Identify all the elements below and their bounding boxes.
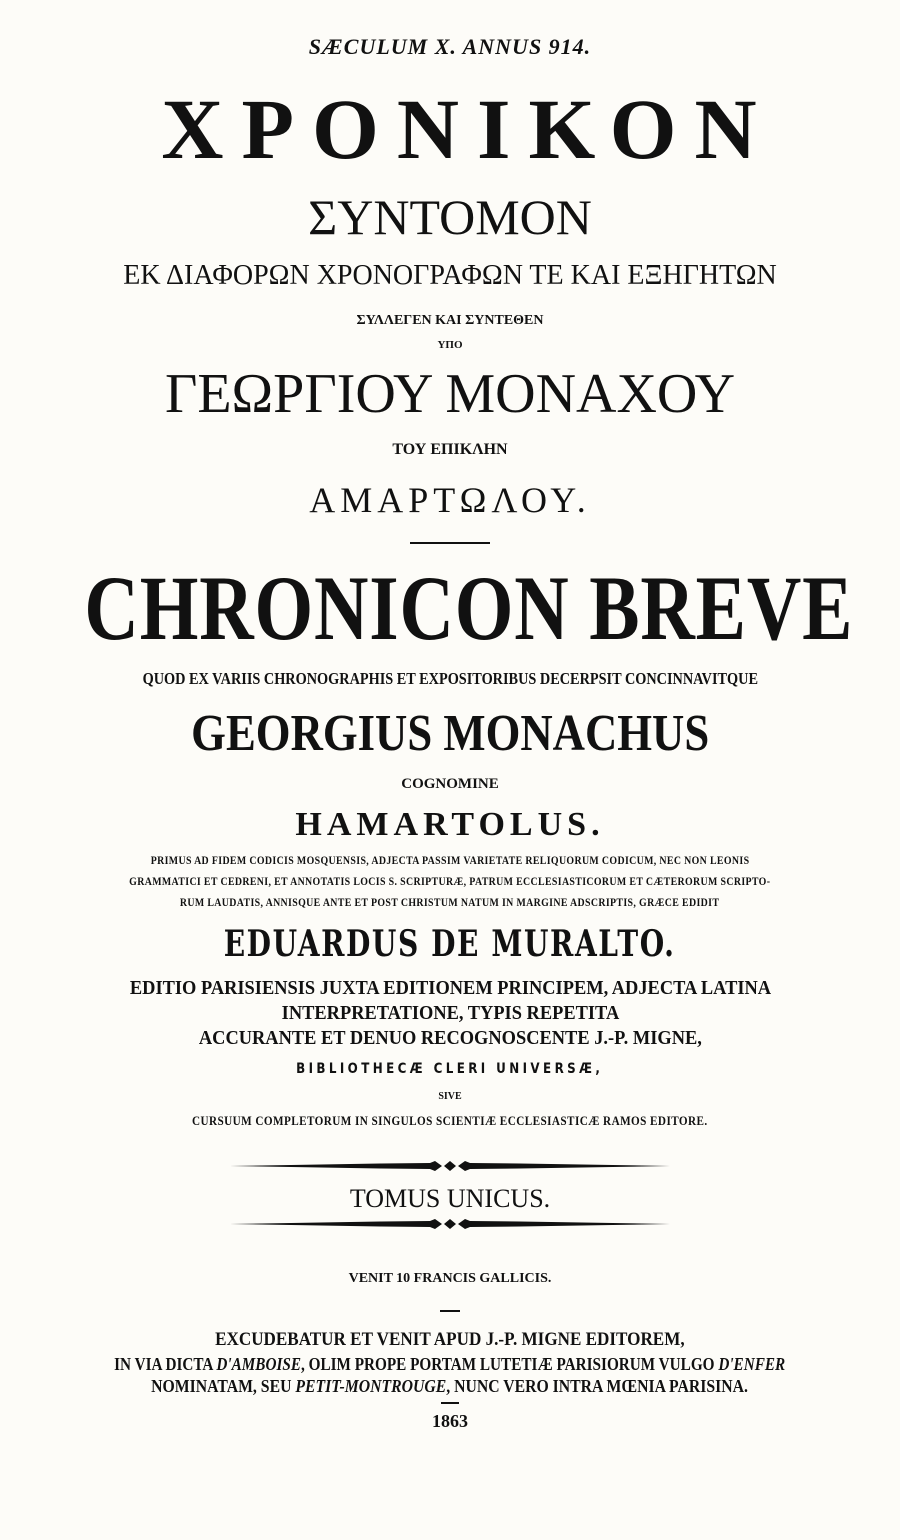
latin-description bbox=[0, 670, 900, 687]
primus-line-3-text: RUM LAUDATIS, ANNISQUE ANTE ET POST CHRISTUM NATUM IN MARGINE ADSCRIPTIS, GRÆCE EDIDIT bbox=[180, 897, 720, 909]
price-line: VENIT 10 FRANCIS GALLICIS. bbox=[348, 1271, 552, 1286]
primus-line-1-text: PRIMUS AD FIDEM CODICIS MOSQUENSIS, ADJECTA PASSIM VARIETATE RELIQUORUM CODICUM, NEC NON LEONIS bbox=[150, 855, 750, 867]
imprint-line-2-d: D'ENFER bbox=[718, 1354, 786, 1374]
edition-line-3-text: ACCURANTE ET DENUO RECOGNOSCENTE J.-P. MIGNE, bbox=[198, 1027, 702, 1049]
latin-hamartolus: HAMARTOLUS. bbox=[295, 806, 605, 843]
imprint-line-2-c: , OLIM PROPE PORTAM LUTETIÆ PARISIORUM VULGO bbox=[301, 1354, 719, 1374]
ornamental-rule-top bbox=[230, 1158, 670, 1174]
imprint-line-1-text: EXCUDEBATUR ET VENIT APUD J.-P. MIGNE EDITOREM, bbox=[215, 1329, 685, 1350]
edition-line-3 bbox=[0, 1028, 900, 1048]
greek-subtitle: ΣΥΝΤΟΜΟΝ bbox=[308, 189, 592, 245]
publication-year: 1863 bbox=[432, 1411, 468, 1431]
imprint-line-3-text bbox=[152, 1378, 749, 1396]
editor-name-text: EDUARDUS DE MURALTO. bbox=[224, 923, 676, 965]
imprint-line-2-b: D'AMBOISE bbox=[216, 1354, 302, 1374]
primus-line-3 bbox=[0, 898, 900, 910]
sive-line: SIVE bbox=[438, 1091, 462, 1102]
cursuum-line bbox=[0, 1114, 900, 1127]
imprint-line-1 bbox=[0, 1330, 900, 1349]
imprint-line-2-text bbox=[114, 1356, 785, 1374]
imprint-line-3-c: , NUNC VERO INTRA MŒNIA PARISINA. bbox=[446, 1376, 749, 1396]
greek-title: ΧΡΟΝΙΚΟΝ bbox=[161, 81, 775, 177]
edition-line-1 bbox=[0, 978, 900, 998]
latin-title bbox=[0, 557, 900, 659]
latin-author-text: GEORGIUS MONACHUS bbox=[190, 705, 710, 762]
latin-description-text: QUOD EX VARIIS CHRONOGRAPHIS ET EXPOSITORIBUS DECERPSIT CONCINNAVITQUE bbox=[142, 669, 758, 688]
latin-author bbox=[0, 705, 900, 762]
short-rule bbox=[440, 1310, 460, 1312]
primus-line-2-text: GRAMMATICI ET CEDRENI, ET ANNOTATIS LOCIS S. SCRIPTURÆ, PATRUM ECCLESIASTICORUM ET CÆTERORUM SCRIPTO- bbox=[129, 876, 771, 888]
ornamental-rule-bottom bbox=[230, 1216, 670, 1232]
greek-by-line: ΥΠΟ bbox=[437, 339, 463, 351]
greek-surnamed-line: ΤΟΥ ΕΠΙΚΛΗΝ bbox=[392, 441, 508, 458]
imprint-line-3-b: PETIT-MONTROUGE bbox=[295, 1376, 447, 1396]
primus-line-2 bbox=[0, 877, 900, 889]
greek-description: ΕΚ ΔΙΑΦΟΡΩΝ ΧΡΟΝΟΓΡΑΦΩΝ ΤΕ ΚΑΙ ΕΞΗΓΗΤΩΝ bbox=[123, 260, 777, 291]
editor-name bbox=[0, 923, 900, 965]
short-rule-bottom bbox=[441, 1402, 459, 1404]
bibliothecae-line bbox=[0, 1062, 900, 1076]
imprint-line-3 bbox=[0, 1378, 900, 1396]
imprint-line-2 bbox=[0, 1356, 900, 1374]
greek-author: ΓΕΩΡΓΙΟΥ ΜΟΝΑΧΟΥ bbox=[164, 363, 736, 425]
saeculum-line: SÆCULUM X. ANNUS 914. bbox=[308, 34, 592, 59]
divider-rule bbox=[410, 542, 490, 544]
bibliothecae-text: BIBLIOTHECÆ CLERI UNIVERSÆ, bbox=[296, 1061, 604, 1077]
cursuum-text: CURSUUM COMPLETORUM IN SINGULOS SCIENTIÆ ECCLESIASTICÆ RAMOS EDITORE. bbox=[192, 1113, 708, 1128]
primus-line-1 bbox=[0, 856, 900, 868]
edition-line-2-text: INTERPRETATIONE, TYPIS REPETITA bbox=[281, 1002, 619, 1024]
latin-cognomine: COGNOMINE bbox=[401, 776, 499, 792]
imprint-line-2-a: IN VIA DICTA bbox=[114, 1354, 217, 1374]
latin-title-text: CHRONICON BREVE bbox=[84, 557, 854, 659]
tomus-label: TOMUS UNICUS. bbox=[349, 1184, 551, 1213]
imprint-line-3-a: NOMINATAM, SEU bbox=[151, 1376, 296, 1396]
edition-line-2 bbox=[0, 1003, 900, 1023]
edition-line-1-text: EDITIO PARISIENSIS JUXTA EDITIONEM PRINCIPEM, ADJECTA LATINA bbox=[129, 977, 771, 999]
greek-collected-line: ΣΥΛΛΕΓΕΝ ΚΑΙ ΣΥΝΤΕΘΕΝ bbox=[356, 313, 544, 328]
greek-hamartolos: ΑΜΑΡΤΩΛΟΥ. bbox=[309, 480, 591, 520]
